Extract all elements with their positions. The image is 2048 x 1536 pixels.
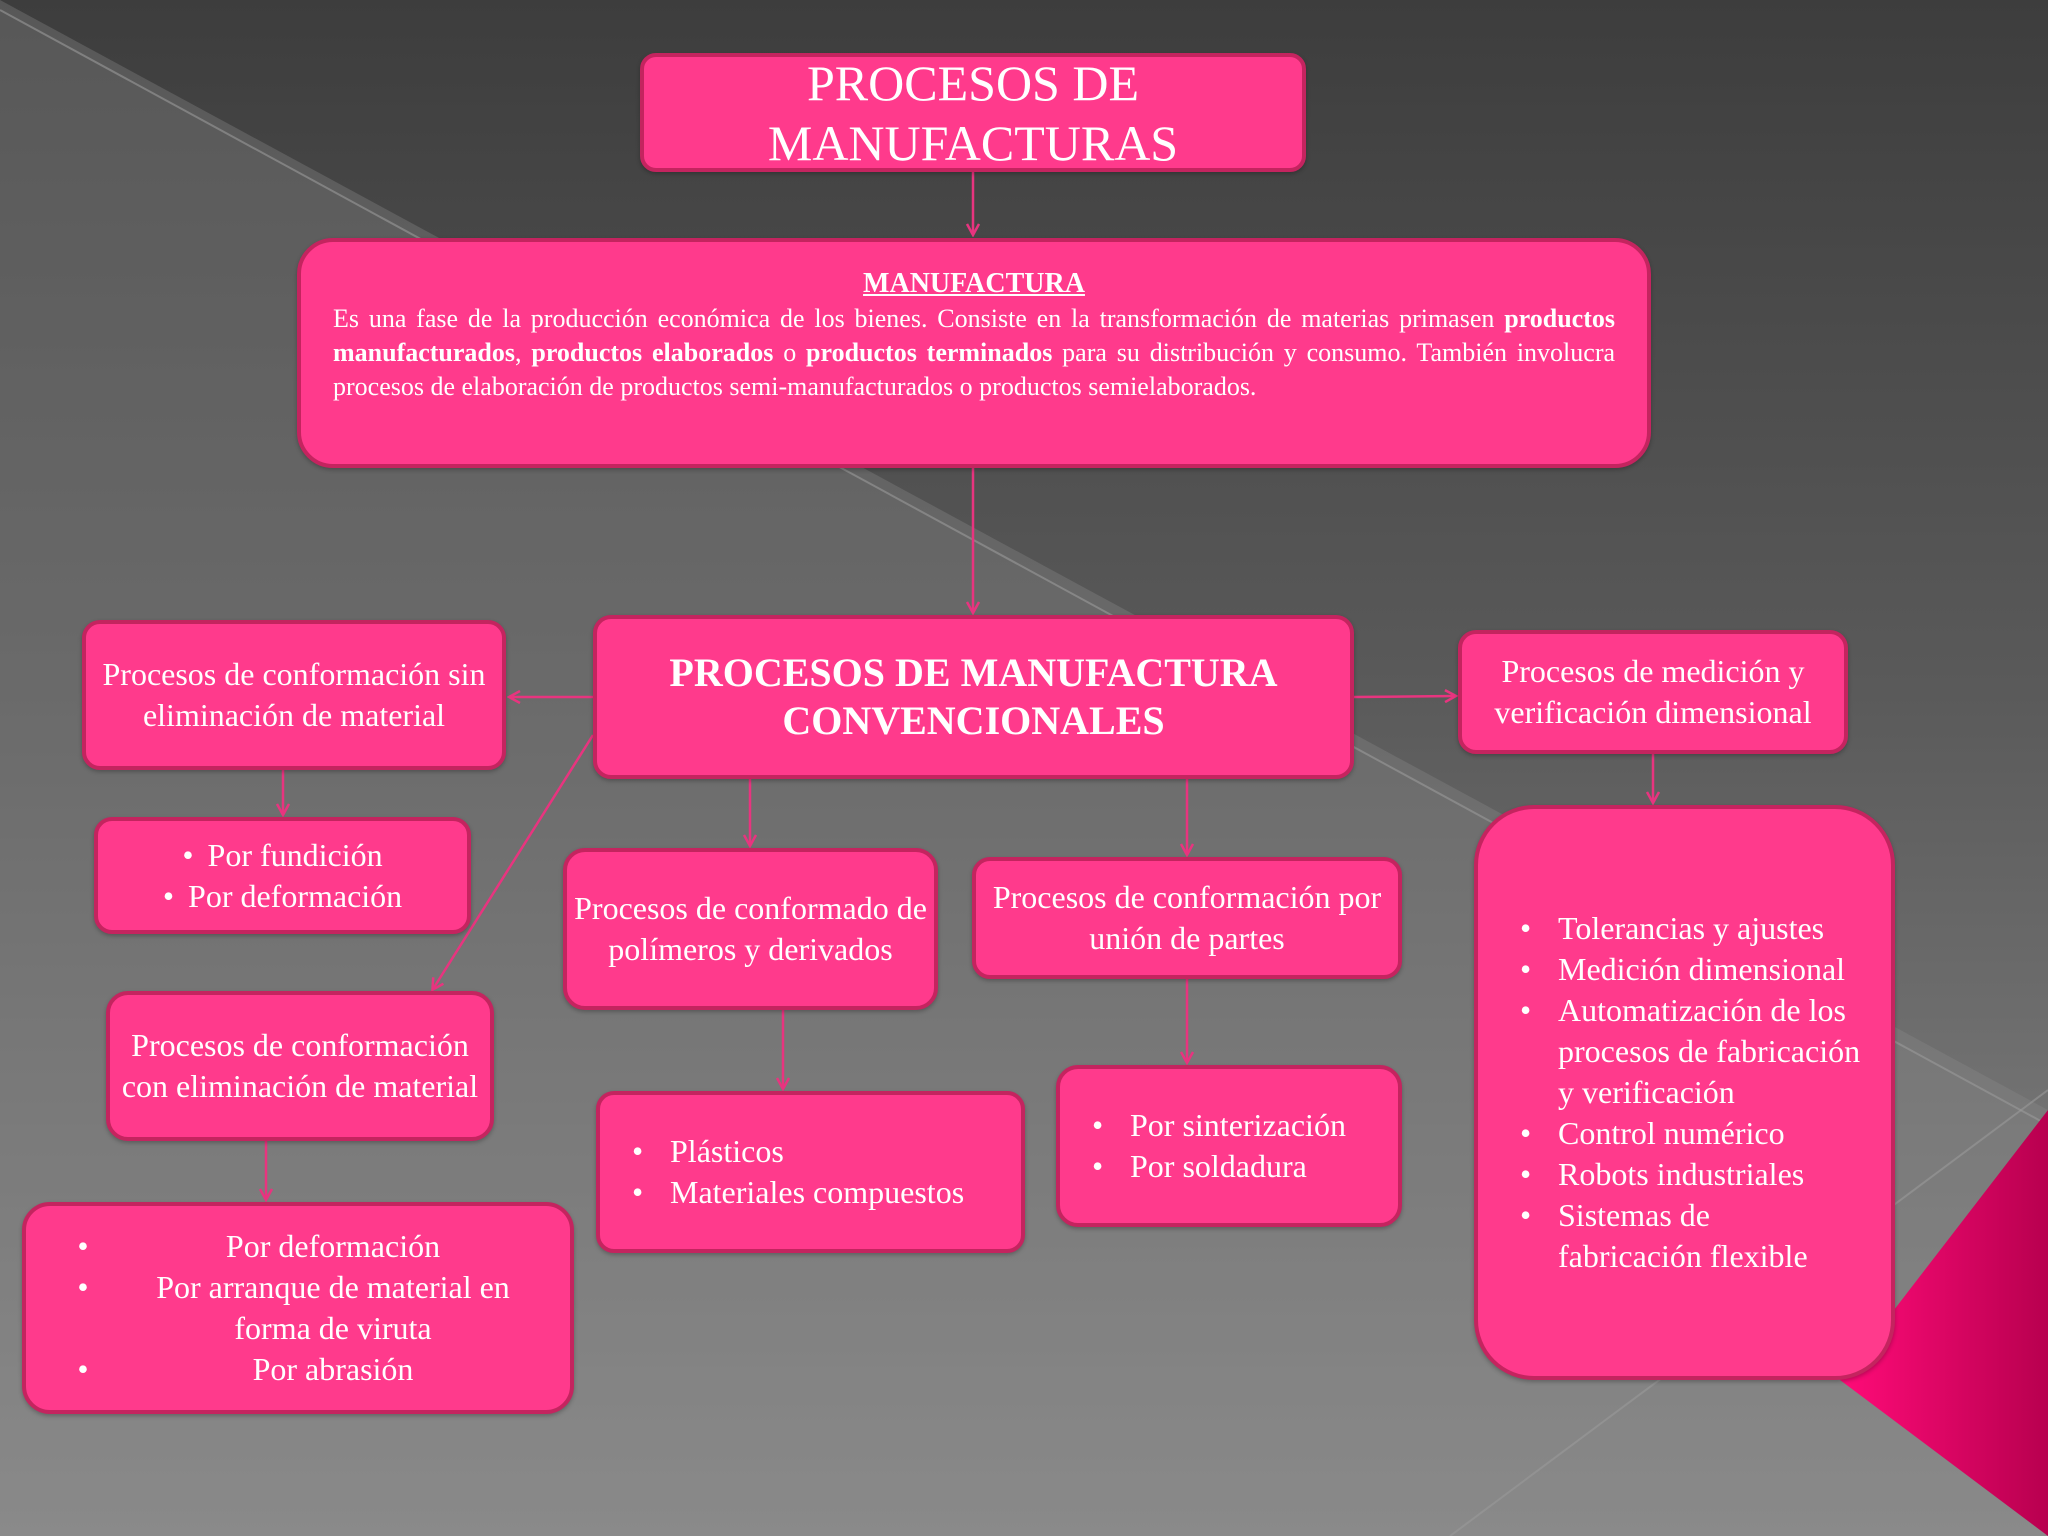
polimeros-list: [596, 1091, 1025, 1253]
list-item: • Por abrasión: [77, 1351, 414, 1387]
list-item: • Por arranque de material en forma de viruta: [77, 1269, 510, 1346]
union-list: [1056, 1065, 1402, 1227]
con-eliminacion-list: [22, 1202, 574, 1414]
central-text: PROCESOS DE MANUFACTURA CONVENCIONALES: [669, 650, 1278, 743]
list-item: • Por fundición: [182, 836, 383, 873]
list-item: • Medición dimensional: [1518, 949, 1861, 990]
sin-eliminacion-list: [94, 817, 471, 934]
list-item: • Materiales compuestos: [630, 1172, 964, 1213]
title-text: PROCESOS DE MANUFACTURAS: [767, 54, 1179, 171]
union-node: [972, 857, 1402, 979]
union-text: Procesos de conformación por unión de partes: [992, 879, 1382, 956]
list-item: • Control numérico: [1518, 1113, 1861, 1154]
list-item: • Robots industriales: [1518, 1154, 1861, 1195]
title-box: [640, 53, 1306, 172]
sin-eliminacion-text: Procesos de conformación sin eliminación de material: [102, 656, 486, 733]
con-eliminacion-text: Procesos de conformación con eliminación de material: [121, 1027, 479, 1104]
list-item: • Plásticos: [630, 1131, 964, 1172]
list-item: • Por soldadura: [1090, 1146, 1346, 1187]
arrow-central-to-medicion: [1354, 696, 1455, 697]
central-node: [593, 615, 1354, 779]
medicion-node: [1458, 630, 1848, 754]
list-item: • Por deformación: [77, 1228, 441, 1264]
list-item: • Automatización de los procesos de fabricación y verificación: [1518, 990, 1861, 1113]
list-item: • Tolerancias y ajustes: [1518, 908, 1861, 949]
polimeros-node: [563, 848, 938, 1010]
manufactura-definition: Es una fase de la producción económica de los bienes. Consiste en la transformación de materias primasen productos manufacturados, productos elaborados o productos terminados para su distribución y consumo. También involucra procesos de elaboración de productos semi-manufacturados o productos semielaborados.: [333, 304, 1616, 401]
medicion-list: [1474, 805, 1895, 1380]
medicion-text: Procesos de medición y verificación dimensional: [1494, 653, 1812, 730]
list-item: • Por sinterización: [1090, 1105, 1346, 1146]
list-item: • Sistemas de fabricación flexible: [1518, 1195, 1861, 1277]
con-eliminacion-node: [106, 991, 494, 1141]
list-item: • Por deformación: [162, 877, 403, 914]
polimeros-text: Procesos de conformado de polímeros y derivados: [574, 890, 927, 967]
sin-eliminacion-node: [82, 620, 506, 770]
manufactura-box: [297, 238, 1651, 468]
manufactura-heading: MANUFACTURA: [863, 268, 1085, 299]
